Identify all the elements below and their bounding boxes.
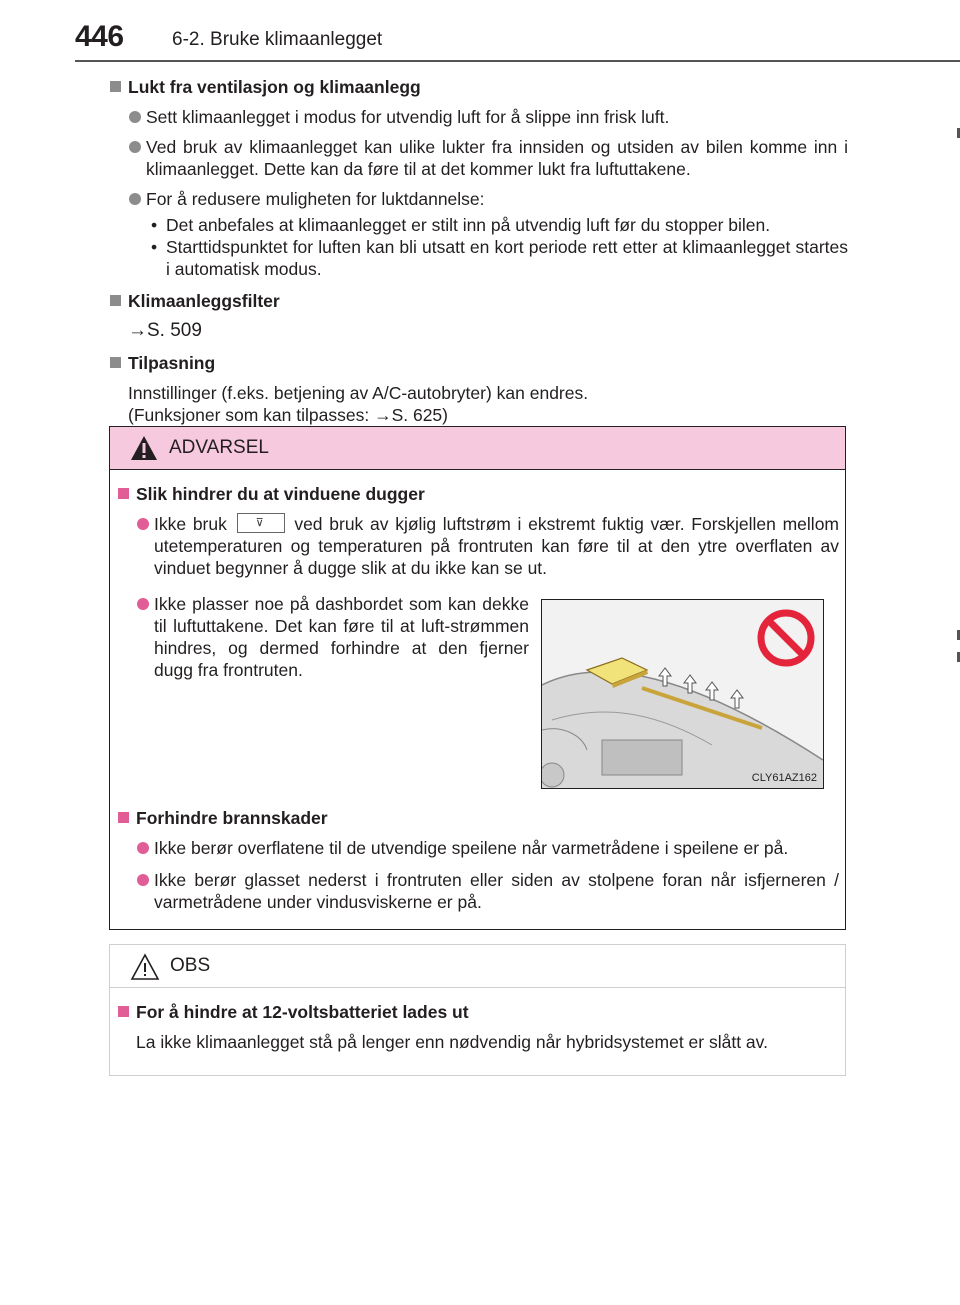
paragraph: Innstillinger (f.eks. betjening av A/C-autobryter) kan endres. [128,383,589,403]
notice-heading: For å hindre at 12-voltsbatteriet lades ut [110,1001,847,1023]
square-bullet-icon [118,812,129,823]
notice-title: OBS [170,955,211,976]
illustration-code: CLY61AZ162 [751,772,817,784]
circle-bullet-icon [137,874,149,886]
square-bullet-icon [118,1006,129,1017]
bullet-item: For å redusere muligheten for luktdannelse: [108,188,848,210]
dot-bullet-icon: • [151,237,158,257]
sub-item: • Det anbefales at klimaanlegget er stilt inn på utvendig luft før du stopper bilen. [151,215,771,235]
sub-item: • Starttidspunktet for luften kan bli utsatt en kort periode rett etter at klimaanlegget startes i automatisk modus. [151,237,848,279]
section-title: 6-2. Bruke klimaanlegget [172,29,383,50]
warning-box [109,426,846,930]
warning-heading: Slik hindrer du at vinduene dugger [110,483,847,505]
square-bullet-icon [110,295,121,306]
page-reference: →S. 509 [128,320,202,341]
circle-bullet-icon [129,111,141,123]
notice-body [110,1001,847,1063]
bullet-item: Sett klimaanlegget i modus for utvendig luft for å slippe inn frisk luft. [108,106,848,128]
dashboard-illustration-icon [542,600,823,788]
square-bullet-icon [118,488,129,499]
warning-bullet: Ikke plasser noe på dashbordet som kan dekke til luftuttakene. Det kan føre til at luft-strømmen hindres, og dermed forhindre at den fjerner dugg fra frontruten. [110,593,537,681]
bullet-item: Ved bruk av klimaanlegget kan ulike lukter fra innsiden og utsiden av bilen komme inn i klimaanlegget. Dette kan da føre til at det kommer lukt fra luftuttakene. [108,136,848,180]
warning-body-lower [110,807,847,923]
dashboard-illustration [541,599,824,789]
page-number: 446 [75,20,124,53]
warning-title: ADVARSEL [169,437,269,458]
main-content [108,76,848,434]
warning-heading: Forhindre brannskader [110,807,847,829]
warning-bullet: Ikke bruk ⊽ ved bruk av kjølig luftstrøm i ekstremt fuktig vær. Forskjellen mellom utetemperaturen og temperaturen på frontruten kan føre til at den ytre overflaten av vinduet begynner å dugge slik at du ikke kan se ut. [110,513,847,579]
warning-bullet: Ikke berør overflatene til de utvendige speilene når varmetrådene i speilene er på. [110,837,847,859]
square-bullet-icon [110,357,121,368]
dot-bullet-icon: • [151,215,158,235]
circle-bullet-icon [129,141,141,153]
warning-triangle-icon [130,435,158,461]
notice-box [109,944,846,1076]
notice-text: La ikke klimaanlegget stå på lenger enn nødvendig når hybridsystemet er slått av. [136,1032,768,1052]
warning-header [110,427,845,470]
square-bullet-icon [110,81,121,92]
paragraph: (Funksjoner som kan tilpasses: →S. 625) [128,405,448,425]
page-header [0,0,960,62]
circle-bullet-icon [137,518,149,530]
defroster-button-icon: ⊽ [237,513,285,533]
section-heading: Klimaanleggsfilter [108,290,848,312]
warning-bullet: Ikke berør glasset nederst i frontruten eller siden av stolpene foran når isfjerneren / varmetrådene under vindusviskerne er på. [110,869,847,913]
section-heading: Tilpasning [108,352,848,374]
circle-bullet-icon [129,193,141,205]
header-rule [75,60,960,62]
section-heading: Lukt fra ventilasjon og klimaanlegg [108,76,848,98]
circle-bullet-icon [137,598,149,610]
circle-bullet-icon [137,842,149,854]
notice-header [110,945,845,988]
caution-triangle-icon [130,953,160,981]
